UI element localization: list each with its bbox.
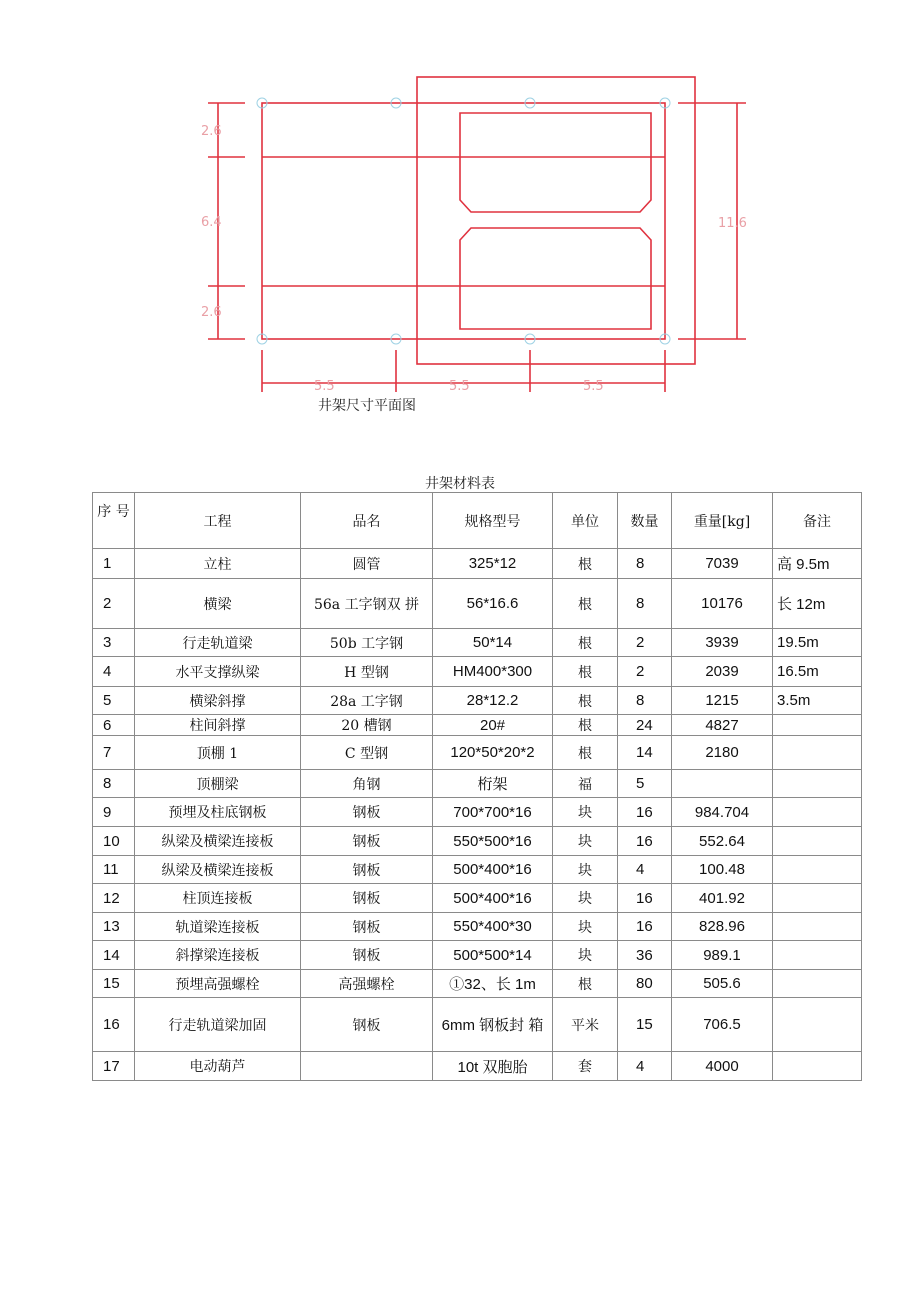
upper-panel [460, 113, 651, 212]
dim-label-left-top: 2.6 [201, 124, 222, 139]
table-cell-project: 顶棚 1 [135, 736, 301, 770]
table-cell-unit: 套 [553, 1052, 618, 1081]
table-cell-no: 16 [93, 998, 135, 1052]
table-cell-qty: 16 [618, 884, 672, 913]
table-cell-qty: 24 [618, 715, 672, 736]
table-cell-unit: 根 [553, 715, 618, 736]
table-cell-project: 柱顶连接板 [135, 884, 301, 913]
table-cell-note: 16.5m [773, 657, 862, 687]
table-cell-qty: 16 [618, 827, 672, 856]
table-cell-weight [672, 770, 773, 798]
dim-label-bottom-3: 5.5 [583, 379, 604, 394]
table-cell-no: 13 [93, 913, 135, 941]
table-row [93, 579, 862, 629]
table-cell-spec: 28*12.2 [433, 687, 553, 715]
table-cell-project: 行走轨道梁加固 [135, 998, 301, 1052]
dim-label-left-mid: 6.4 [201, 215, 222, 230]
table-row [93, 629, 862, 657]
table-cell-name: 角钢 [301, 770, 433, 798]
roof-frame-outline [417, 77, 695, 364]
table-cell-note [773, 770, 862, 798]
table-cell-project: 水平支撑纵梁 [135, 657, 301, 687]
table-cell-unit: 根 [553, 657, 618, 687]
table-cell-no: 11 [93, 856, 135, 884]
table-cell-weight: 3939 [672, 629, 773, 657]
table-header-cell: 重量[kg] [672, 493, 773, 549]
table-cell-note [773, 884, 862, 913]
table-cell-unit: 根 [553, 549, 618, 579]
table-cell-weight: 100.48 [672, 856, 773, 884]
table-cell-unit: 平米 [553, 998, 618, 1052]
table-header-cell: 备注 [773, 493, 862, 549]
table-row [93, 549, 862, 579]
table-cell-no: 7 [93, 736, 135, 770]
table-cell-no: 6 [93, 715, 135, 736]
table-row [93, 736, 862, 770]
table-cell-qty: 15 [618, 998, 672, 1052]
table-cell-project: 横梁斜撑 [135, 687, 301, 715]
table-row [93, 827, 862, 856]
table-cell-no: 2 [93, 579, 135, 629]
table-cell-no: 8 [93, 770, 135, 798]
table-cell-spec: ①32、长 1m [433, 970, 553, 998]
table-header-cell: 品名 [301, 493, 433, 549]
table-cell-qty: 2 [618, 657, 672, 687]
table-cell-note [773, 736, 862, 770]
table-cell-qty: 8 [618, 549, 672, 579]
table-row [93, 970, 862, 998]
table-cell-weight: 505.6 [672, 970, 773, 998]
table-cell-weight: 552.64 [672, 827, 773, 856]
table-cell-unit: 根 [553, 736, 618, 770]
table-cell-weight: 10176 [672, 579, 773, 629]
table-cell-project: 预埋高强螺栓 [135, 970, 301, 998]
table-cell-name: 钢板 [301, 856, 433, 884]
table-header-cell: 工程 [135, 493, 301, 549]
table-cell-unit: 根 [553, 970, 618, 998]
table-cell-name: 28a 工字钢 [301, 687, 433, 715]
table-cell-qty: 16 [618, 798, 672, 827]
table-cell-no: 17 [93, 1052, 135, 1081]
table-cell-spec: 50*14 [433, 629, 553, 657]
table-cell-project: 纵梁及横梁连接板 [135, 827, 301, 856]
table-cell-note [773, 798, 862, 827]
table-cell-weight: 2039 [672, 657, 773, 687]
table-cell-no: 10 [93, 827, 135, 856]
table-cell-project: 柱间斜撑 [135, 715, 301, 736]
table-cell-spec: 500*500*14 [433, 941, 553, 970]
table-cell-qty: 16 [618, 913, 672, 941]
table-cell-note [773, 715, 862, 736]
table-cell-spec: 500*400*16 [433, 884, 553, 913]
materials-table [92, 492, 862, 1081]
table-cell-note [773, 856, 862, 884]
table-cell-name: H 型钢 [301, 657, 433, 687]
table-cell-qty: 8 [618, 579, 672, 629]
table-cell-name: 钢板 [301, 913, 433, 941]
table-cell-unit: 块 [553, 941, 618, 970]
table-header-cell: 序 号 [93, 493, 135, 549]
dim-label-bottom-2: 5.5 [449, 379, 470, 394]
table-cell-weight: 4000 [672, 1052, 773, 1081]
table-cell-project: 行走轨道梁 [135, 629, 301, 657]
table-row [93, 913, 862, 941]
table-cell-qty: 4 [618, 1052, 672, 1081]
table-cell-spec: 700*700*16 [433, 798, 553, 827]
table-cell-qty: 80 [618, 970, 672, 998]
table-cell-name: 钢板 [301, 884, 433, 913]
table-cell-weight: 4827 [672, 715, 773, 736]
table-cell-unit: 根 [553, 687, 618, 715]
table-row [93, 770, 862, 798]
table-cell-unit: 块 [553, 798, 618, 827]
table-cell-no: 1 [93, 549, 135, 579]
table-cell-note: 高 9.5m [773, 549, 862, 579]
table-cell-name: 钢板 [301, 998, 433, 1052]
table-cell-no: 12 [93, 884, 135, 913]
table-cell-qty: 36 [618, 941, 672, 970]
table-cell-note [773, 941, 862, 970]
table-cell-unit: 根 [553, 629, 618, 657]
plan-lines [208, 77, 746, 392]
table-cell-spec: 10t 双胞胎 [433, 1052, 553, 1081]
table-cell-weight: 401.92 [672, 884, 773, 913]
table-cell-note: 3.5m [773, 687, 862, 715]
lower-panel [460, 228, 651, 329]
table-cell-no: 4 [93, 657, 135, 687]
column-markers [257, 98, 670, 344]
table-cell-project: 顶棚梁 [135, 770, 301, 798]
table-cell-weight: 2180 [672, 736, 773, 770]
table-cell-spec: 500*400*16 [433, 856, 553, 884]
table-row [93, 941, 862, 970]
table-cell-unit: 块 [553, 827, 618, 856]
table-cell-no: 15 [93, 970, 135, 998]
table-cell-note [773, 827, 862, 856]
table-cell-weight: 7039 [672, 549, 773, 579]
table-cell-unit: 福 [553, 770, 618, 798]
table-cell-spec: HM400*300 [433, 657, 553, 687]
table-cell-no: 5 [93, 687, 135, 715]
table-cell-project: 预埋及柱底钢板 [135, 798, 301, 827]
dim-label-right: 11.6 [718, 216, 747, 231]
table-cell-qty: 2 [618, 629, 672, 657]
table-row [93, 998, 862, 1052]
table-cell-spec: 325*12 [433, 549, 553, 579]
frame-plan-drawing [0, 0, 920, 420]
table-cell-name: C 型钢 [301, 736, 433, 770]
table-cell-weight: 828.96 [672, 913, 773, 941]
table-header-cell: 规格型号 [433, 493, 553, 549]
table-cell-note [773, 998, 862, 1052]
table-cell-name: 钢板 [301, 941, 433, 970]
table-cell-spec: 桁架 [433, 770, 553, 798]
table-cell-name: 圆管 [301, 549, 433, 579]
table-cell-name: 50b 工字钢 [301, 629, 433, 657]
table-row [93, 687, 862, 715]
table-cell-qty: 14 [618, 736, 672, 770]
table-cell-name: 钢板 [301, 827, 433, 856]
table-header-row [93, 493, 862, 549]
table-cell-unit: 块 [553, 884, 618, 913]
table-row [93, 884, 862, 913]
table-cell-unit: 块 [553, 913, 618, 941]
table-cell-project: 电动葫芦 [135, 1052, 301, 1081]
table-cell-project: 横梁 [135, 579, 301, 629]
table-header-cell: 数量 [618, 493, 672, 549]
table-cell-name: 56a 工字钢双 拼 [301, 579, 433, 629]
table-cell-note [773, 970, 862, 998]
table-row [93, 798, 862, 827]
table-title: 井架材料表 [425, 476, 495, 492]
table-cell-name: 高强螺栓 [301, 970, 433, 998]
table-cell-unit: 根 [553, 579, 618, 629]
table-cell-weight: 1215 [672, 687, 773, 715]
table-cell-note: 长 12m [773, 579, 862, 629]
table-cell-spec: 20# [433, 715, 553, 736]
table-cell-project: 斜撑梁连接板 [135, 941, 301, 970]
table-cell-note [773, 1052, 862, 1081]
table-cell-project: 纵梁及横梁连接板 [135, 856, 301, 884]
table-cell-project: 轨道梁连接板 [135, 913, 301, 941]
dim-label-bottom-1: 5.5 [314, 379, 335, 394]
table-cell-spec: 120*50*20*2 [433, 736, 553, 770]
table-cell-project: 立柱 [135, 549, 301, 579]
table-cell-spec: 56*16.6 [433, 579, 553, 629]
table-row [93, 715, 862, 736]
table-cell-no: 3 [93, 629, 135, 657]
table-cell-weight: 984.704 [672, 798, 773, 827]
table-row [93, 657, 862, 687]
table-cell-qty: 8 [618, 687, 672, 715]
table-row [93, 856, 862, 884]
table-cell-spec: 6mm 钢板封 箱 [433, 998, 553, 1052]
dim-label-left-bottom: 2.6 [201, 305, 222, 320]
table-cell-note [773, 913, 862, 941]
table-cell-unit: 块 [553, 856, 618, 884]
table-cell-qty: 5 [618, 770, 672, 798]
plan-caption: 井架尺寸平面图 [318, 398, 416, 414]
table-cell-no: 9 [93, 798, 135, 827]
table-row [93, 1052, 862, 1081]
table-cell-spec: 550*500*16 [433, 827, 553, 856]
table-cell-weight: 706.5 [672, 998, 773, 1052]
table-cell-weight: 989.1 [672, 941, 773, 970]
table-cell-name [301, 1052, 433, 1081]
table-cell-qty: 4 [618, 856, 672, 884]
table-header-cell: 单位 [553, 493, 618, 549]
table-cell-name: 20 槽钢 [301, 715, 433, 736]
table-cell-no: 14 [93, 941, 135, 970]
table-cell-spec: 550*400*30 [433, 913, 553, 941]
table-cell-note: 19.5m [773, 629, 862, 657]
table-cell-name: 钢板 [301, 798, 433, 827]
main-frame-outline [262, 103, 665, 339]
